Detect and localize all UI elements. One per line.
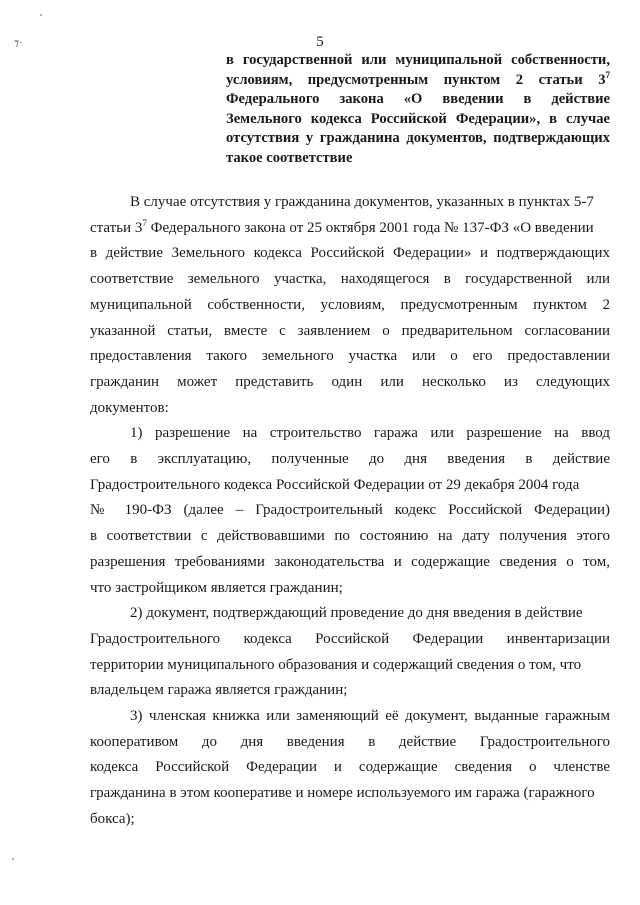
text-line: документов: (90, 399, 169, 416)
text-line: в действие Земельного кодекса Российской Федерации» и подтверждающих (90, 245, 610, 262)
text-line: территории муниципального образования и содержащий сведения о том, что (90, 656, 582, 673)
text-line: кооперативом до дня введения в действие Градостроительного (90, 733, 610, 750)
text-line: Градостроительного кодекса Российской Федерации от 29 декабря 2004 года (90, 476, 580, 493)
text-line: № 190-ФЗ (далее – Градостроительный кодекс Российской Федерации) (90, 502, 610, 519)
heading-line: условиям, предусмотренным пунктом 2 статьи $3^7$ (226, 69, 610, 88)
scan-speck (12, 858, 14, 860)
text-line: владельцем гаража является гражданин; (90, 682, 348, 699)
text-line: 1) разрешение на строительство гаража или разрешение на ввод (130, 425, 610, 442)
text-line: Градостроительного кодекса Российской Федерации инвентаризации (90, 630, 610, 647)
superscript: 7 (605, 69, 610, 80)
document-body (90, 190, 610, 833)
text-line: что застройщиком является гражданин; (90, 579, 343, 596)
text-line: его в эксплуатацию, полученные до дня введения в действие (90, 451, 610, 468)
superscript: 7 (142, 217, 147, 228)
section-heading (226, 51, 610, 169)
text-line: В случае отсутствия у гражданина документов, указанных в пунктах 5-7 (130, 194, 594, 210)
text-line: 2) документ, подтверждающий проведение до дня введения в действие (130, 605, 583, 622)
text-line: указанной статьи, вместе с заявлением о предварительном согласовании (90, 322, 610, 339)
heading-line: Земельного кодекса Российской Федерации», в случае (226, 110, 610, 127)
scan-artifact-mark: ⁊· (14, 38, 23, 49)
page-number: 5 (316, 34, 324, 50)
text-line: гражданин может представить один или несколько из следующих (90, 373, 610, 390)
text-line: статьи $3^7$ Федерального закона от 25 октября 2001 года № 137-ФЗ «О введении (90, 217, 594, 236)
text-line: предоставления такого земельного участка или о его предоставлении (90, 348, 610, 365)
text-line: 3) членская книжка или заменяющий её документ, выданные гаражным (130, 708, 610, 725)
text-line: гражданина в этом кооперативе и номере используемого им гаража (гаражного (90, 785, 595, 802)
paragraph-intro (90, 190, 610, 421)
list-item-1 (90, 421, 610, 601)
text-line: в соответствии с действовавшими по состоянию на дату получения этого (90, 528, 610, 545)
heading-line: Федерального закона «О введении в действие (226, 91, 610, 108)
text-line: соответствие земельного участка, находящегося в государственной или (90, 271, 610, 288)
heading-line: отсутствия у гражданина документов, подтверждающих (226, 130, 610, 147)
list-item-2 (90, 601, 610, 704)
heading-line: в государственной или муниципальной собственности, (226, 52, 610, 68)
text-line: муниципальной собственности, условиям, предусмотренным пунктом 2 (90, 296, 610, 313)
text-line: разрешения требованиями законодательства и содержащие сведения о том, (90, 553, 610, 570)
text-line: кодекса Российской Федерации и содержащие сведения о членстве (90, 759, 610, 776)
heading-line: такое соответствие (226, 149, 353, 166)
text-line: бокса); (90, 810, 135, 827)
scan-speck (40, 14, 42, 16)
list-item-3 (90, 704, 610, 833)
